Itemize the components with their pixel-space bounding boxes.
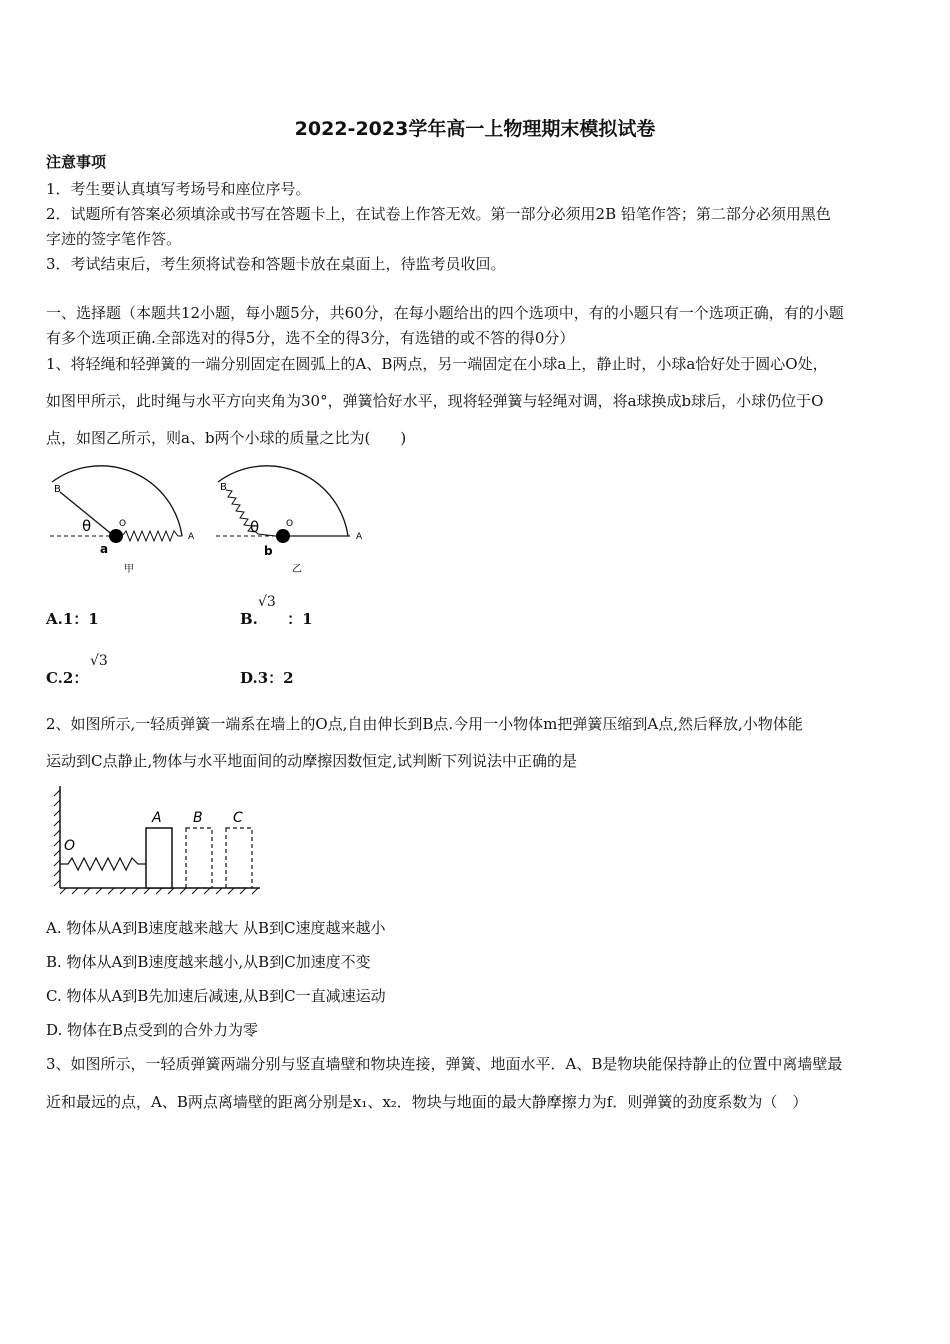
notice-item: 2．试题所有答案必须填涂或书写在答题卡上，在试卷上作答无效。第一部分必须用2B 铅笔作答；第二部分必须用黑色 [46, 205, 831, 223]
option-c [46, 653, 108, 688]
option-c: C. 物体从A到B先加速后减速,从B到C一直减速运动 [46, 987, 386, 1005]
label-b: B [193, 810, 203, 826]
label-o: O [64, 838, 76, 854]
question-2-text: 2、如图所示,一轻质弹簧一端系在墙上的O点,自由伸长到B点.今用一小物体m把弹簧压缩到A点,然后释放,小物体能 [46, 715, 803, 733]
sqrt3: √3 [90, 653, 108, 669]
ball-a [109, 529, 123, 543]
figure-jia [44, 464, 204, 579]
notice-heading: 注意事项 [46, 153, 107, 171]
notice-item: 1．考生要认真填写考场号和座位序号。 [46, 180, 311, 198]
block-a [146, 828, 172, 888]
label-a: A [356, 532, 363, 542]
label-c: C [233, 810, 243, 826]
option-b [240, 594, 313, 629]
notice-item: 字迹的签字笔作答。 [46, 230, 182, 248]
option-d: D. 物体在B点受到的合外力为零 [46, 1021, 259, 1039]
wall-hatching [54, 790, 60, 886]
ball-b [276, 529, 290, 543]
floor-hatching [60, 888, 258, 894]
label-o: O [286, 519, 294, 529]
label-b: B [220, 482, 227, 493]
label-a: A [152, 810, 162, 826]
label-theta: θ [250, 518, 260, 536]
label-o: O [119, 519, 127, 529]
option-b-suffix: ：1 [287, 610, 313, 628]
option-c-prefix: C.2： [46, 669, 89, 687]
label-ball: b [264, 544, 273, 558]
figure-yi [212, 464, 377, 579]
page-title: 2022-2023学年高一上物理期末模拟试卷 [294, 118, 656, 140]
figure-caption: 乙 [292, 564, 302, 575]
option-b: B. 物体从A到B速度越来越小,从B到C加速度不变 [46, 953, 371, 971]
option-a: A. 物体从A到B速度越来越大 从B到C速度越来越小 [46, 919, 386, 937]
option-d: D.3：2 [240, 669, 294, 687]
question-3-text: 3、如图所示，一轻质弹簧两端分别与竖直墙壁和物块连接，弹簧、地面水平．A、B是物块能保持静止的位置中离墙壁最 [46, 1055, 843, 1073]
section-instructions: 一、选择题（本题共12小题，每小题5分，共60分，在每小题给出的四个选项中，有的小题只有一个选项正确，有的小题 [46, 304, 844, 322]
option-b-prefix: B. [240, 610, 258, 628]
arc [218, 466, 348, 536]
question-2-text: 运动到C点静止,物体与水平地面间的动摩擦因数恒定,试判断下列说法中正确的是 [46, 752, 578, 770]
spring [122, 531, 182, 541]
label-a: A [188, 532, 195, 542]
label-theta: θ [82, 517, 92, 535]
spring [60, 858, 146, 870]
notice-item: 3．考试结束后，考生须将试卷和答题卡放在桌面上，待监考员收回。 [46, 255, 506, 273]
option-a: A.1：1 [46, 610, 99, 628]
question-3-text: 近和最远的点，A、B两点离墙壁的距离分别是x₁、x₂．物块与地面的最大静摩擦力为f．则弹簧的劲度系数为（ ） [46, 1093, 808, 1111]
question-1-text: 点，如图乙所示，则a、b两个小球的质量之比为( ) [46, 429, 407, 447]
block-b-dashed [186, 828, 212, 888]
sqrt3: √3 [258, 594, 276, 610]
figure-spring-block [50, 784, 265, 896]
block-c-dashed [226, 828, 252, 888]
label-b: B [54, 484, 61, 495]
figure-caption: 甲 [124, 564, 134, 575]
question-1-text: 1、将轻绳和轻弹簧的一端分别固定在圆弧上的A、B两点，另一端固定在小球a上，静止时，小球a恰好处于圆心O处， [46, 355, 828, 373]
section-instructions: 有多个选项正确.全部选对的得5分，选不全的得3分，有选错的或不答的得0分） [46, 329, 575, 347]
question-1-text: 如图甲所示，此时绳与水平方向夹角为30°，弹簧恰好水平，现将轻弹簧与轻绳对调，将a球换成b球后，小球仍位于O [46, 392, 824, 410]
label-ball: a [100, 542, 109, 556]
